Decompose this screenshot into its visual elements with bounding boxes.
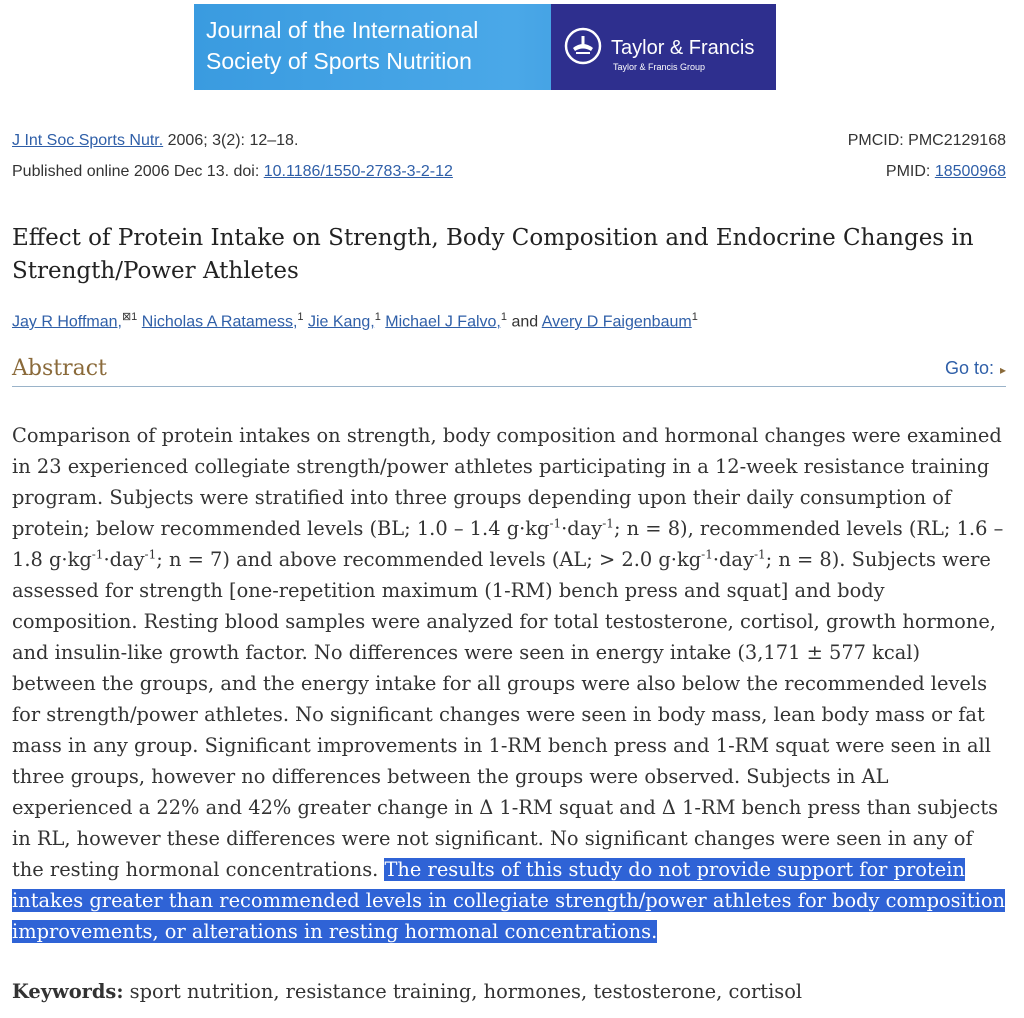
exponent: -1 xyxy=(753,547,766,562)
abstract-text xyxy=(12,420,1006,947)
journal-name xyxy=(206,15,546,77)
pmid-link[interactable]: 18500968 xyxy=(934,163,1006,180)
author-link[interactable]: Jay R Hoffman, xyxy=(12,313,122,331)
abstract-segment: ; n = 8), recommended levels (RL; 1.6 – 1.8 g·kg xyxy=(12,517,1004,571)
journal-name-line1: Journal of the International xyxy=(206,17,479,43)
abstract-segment: ·day xyxy=(561,517,603,540)
volume-info: 2006; 3(2): 12–18. xyxy=(163,132,299,149)
author-affiliation: ⊠1 xyxy=(121,311,138,323)
pmid xyxy=(886,163,1006,181)
pmcid: PMCID: PMC2129168 xyxy=(847,132,1006,149)
keywords xyxy=(12,980,802,1003)
abstract-segment: Comparison of protein intakes on strength, body composition and hormonal changes were examined in 23 experienced collegiate strength/power athletes participating in a 12-week resistance training program. Subjects were stratified into three groups depending upon their daily consumption of protein; below recommended levels (BL; 1.0 – 1.4 g·kg xyxy=(12,424,1002,540)
author-list xyxy=(12,310,698,331)
keywords-list: sport nutrition, resistance training, hormones, testosterone, cortisol xyxy=(123,980,803,1003)
journal-link[interactable]: J Int Soc Sports Nutr. xyxy=(12,132,164,149)
exponent: -1 xyxy=(549,516,562,531)
pmid-label: PMID: xyxy=(885,163,935,180)
publication-line xyxy=(12,163,1006,181)
journal-banner[interactable] xyxy=(194,4,776,90)
publisher-name: Taylor & Francis xyxy=(611,37,755,59)
published-date: Published online 2006 Dec 13. doi: xyxy=(12,163,264,180)
exponent: -1 xyxy=(91,547,104,562)
triangle-right-icon: ▸ xyxy=(999,363,1006,377)
keywords-label: Keywords: xyxy=(12,980,124,1003)
author-affiliation: 1 xyxy=(691,311,698,323)
goto-menu[interactable] xyxy=(945,358,1006,379)
authors-and: and xyxy=(511,313,539,331)
taylor-francis-logo-icon xyxy=(564,27,602,65)
author-affiliation: 1 xyxy=(500,311,507,323)
abstract-heading: Abstract xyxy=(12,356,107,381)
abstract-header xyxy=(12,356,1006,387)
author-link[interactable]: Nicholas A Ratamess, xyxy=(141,313,298,331)
abstract-segment: ·day xyxy=(103,548,145,571)
article-title: Effect of Protein Intake on Strength, Body Composition and Endocrine Changes in Strength/Power Athletes xyxy=(12,225,974,284)
journal-name-line2: Society of Sports Nutrition xyxy=(206,48,472,74)
publisher-logo[interactable] xyxy=(551,4,776,90)
author-affiliation: 1 xyxy=(374,311,381,323)
goto-label: Go to: xyxy=(944,358,994,378)
selected-text[interactable]: The results of this study do not provide support for protein intakes greater than recommended levels in collegiate strength/power athletes for body composition improvements, or alterations in resting hormonal concentrations. xyxy=(12,858,1005,943)
exponent: -1 xyxy=(602,516,614,531)
author-link[interactable]: Michael J Falvo, xyxy=(385,313,501,331)
doi-link[interactable]: 10.1186/1550-2783-3-2-12 xyxy=(263,163,453,180)
author-link[interactable]: Avery D Faigenbaum xyxy=(541,313,692,331)
exponent: -1 xyxy=(144,547,157,562)
publisher-group: Taylor & Francis Group xyxy=(613,62,706,72)
author-affiliation: 1 xyxy=(297,311,304,323)
abstract-segment: ; n = 7) and above recommended levels (AL; > 2.0 g·kg xyxy=(156,548,702,571)
citation-line xyxy=(12,132,1006,150)
abstract-segment: ·day xyxy=(712,548,754,571)
abstract-segment: ; n = 8). Subjects were assessed for strength [one-repetition maximum (1-RM) bench press and squat] and body composition. Resting blood samples were analyzed for total testosterone, cortisol, growth hormone, and insulin-like growth factor. No differences were seen in energy intake (3,171 ± 577 kcal) between the groups, and the energy intake for all groups were also below the recommended levels for strength/power athletes. No significant changes were seen in body mass, lean body mass or fat mass in any group. Significant improvements in 1-RM bench press and 1-RM squat were seen in all three groups, however no differences between the groups were observed. Subjects in AL experienced a 22% and 42% greater change in Δ 1-RM squat and Δ 1-RM bench press than subjects in RL, however these differences were not significant. No significant changes were seen in any of the resting hormonal concentrations. xyxy=(12,548,999,881)
exponent: -1 xyxy=(701,547,713,562)
author-link[interactable]: Jie Kang, xyxy=(307,313,375,331)
